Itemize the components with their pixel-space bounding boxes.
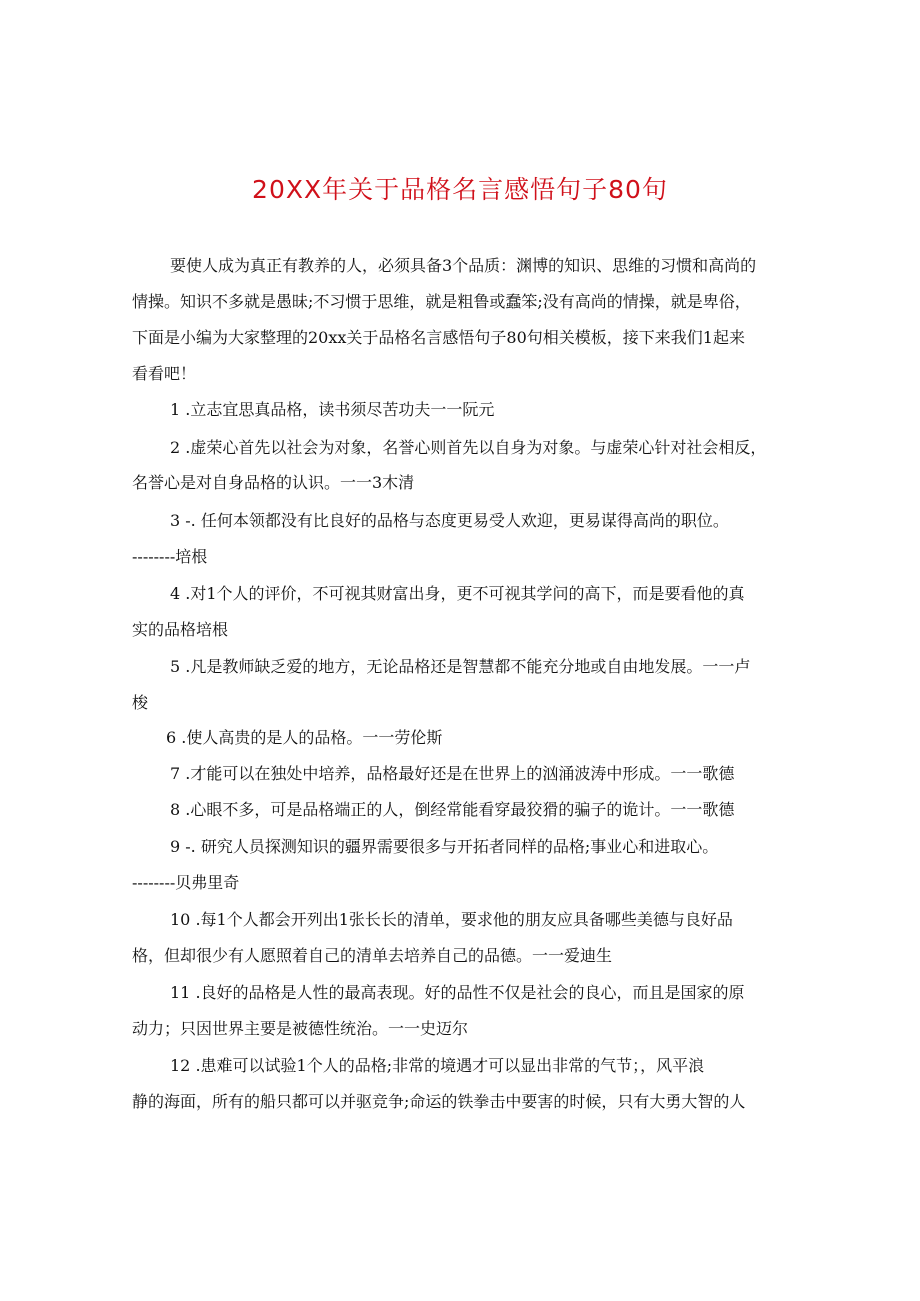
quote-item-12-line-2: 静的海面，所有的船只都可以并驱竞争;命运的铁拳击中要害的时候，只有大勇大智的人 — [132, 1092, 746, 1111]
quote-item-4-line-2: 实的品格培根 — [132, 620, 229, 639]
quote-item-8: 8 .心眼不多，可是品格端正的人，倒经常能看穿最狡猾的骗子的诡计。一一歌德 — [170, 800, 735, 819]
quote-item-5-line-2: 梭 — [132, 693, 149, 712]
quote-item-4-line-1: 4 .对1个人的评价，不可视其财富出身，更不可视其学问的高下，而是要看他的真 — [170, 584, 745, 603]
quote-item-10-line-2: 格，但却很少有人愿照着自己的清单去培养自己的品德。一一爱迪生 — [132, 946, 613, 965]
document-title: 20XX年关于品格名言感悟句子80句 — [252, 175, 668, 204]
quote-item-3-line-1: 3 -. 任何本领都没有比良好的品格与态度更易受人欢迎，更易谋得高尚的职位。 — [170, 511, 729, 530]
intro-line-2: 情操。知识不多就是愚昧;不习惯于思维，就是粗鲁或蠢笨;没有高尚的情操，就是卑俗， — [132, 292, 751, 311]
quote-item-12-line-1: 12 .患难可以试验1个人的品格;非常的境遇才可以显出非常的气节；，风平浪 — [170, 1056, 705, 1075]
intro-line-1: 要使人成为真正有教养的人，必须具备3个品质：渊博的知识、思维的习惯和高尚的 — [170, 256, 757, 275]
quote-item-5-line-1: 5 .凡是教师缺乏爱的地方，无论品格还是智慧都不能充分地或自由地发展。一一卢 — [170, 657, 751, 676]
quote-item-1: 1 .立志宜思真品格，读书须尽苦功夫一一阮元 — [170, 400, 495, 419]
intro-line-3: 下面是小编为大家整理的20xx关于品格名言感悟句子80句相关模板，接下来我们1起来 — [132, 328, 745, 347]
quote-item-10-line-1: 10 .每1个人都会开列出1张长长的清单，要求他的朋友应具备哪些美德与良好品 — [170, 910, 733, 929]
quote-item-2-line-2: 名誉心是对自身品格的认识。一一3木清 — [132, 473, 415, 492]
quote-item-7: 7 .才能可以在独处中培养，品格最好还是在世界上的汹涌波涛中形成。一一歌德 — [170, 764, 735, 783]
intro-line-4: 看看吧！ — [132, 364, 197, 383]
quote-item-9-line-1: 9 -. 研究人员探测知识的疆界需要很多与开拓者同样的品格;事业心和进取心。 — [170, 837, 719, 856]
quote-item-9-line-2: --------贝弗里奇 — [132, 873, 240, 892]
quote-item-2-line-1: 2 .虚荣心首先以社会为对象，名誉心则首先以自身为对象。与虚荣心针对社会相反， — [170, 438, 767, 457]
quote-item-6: 6 .使人高贵的是人的品格。一一劳伦斯 — [166, 728, 443, 747]
quote-item-11-line-2: 动力；只因世界主要是被德性统治。一一史迈尔 — [132, 1019, 469, 1038]
quote-item-3-line-2: --------培根 — [132, 547, 208, 566]
quote-item-11-line-1: 11 .良好的品格是人性的最高表现。好的品性不仅是社会的良心，而且是国家的原 — [170, 983, 745, 1002]
